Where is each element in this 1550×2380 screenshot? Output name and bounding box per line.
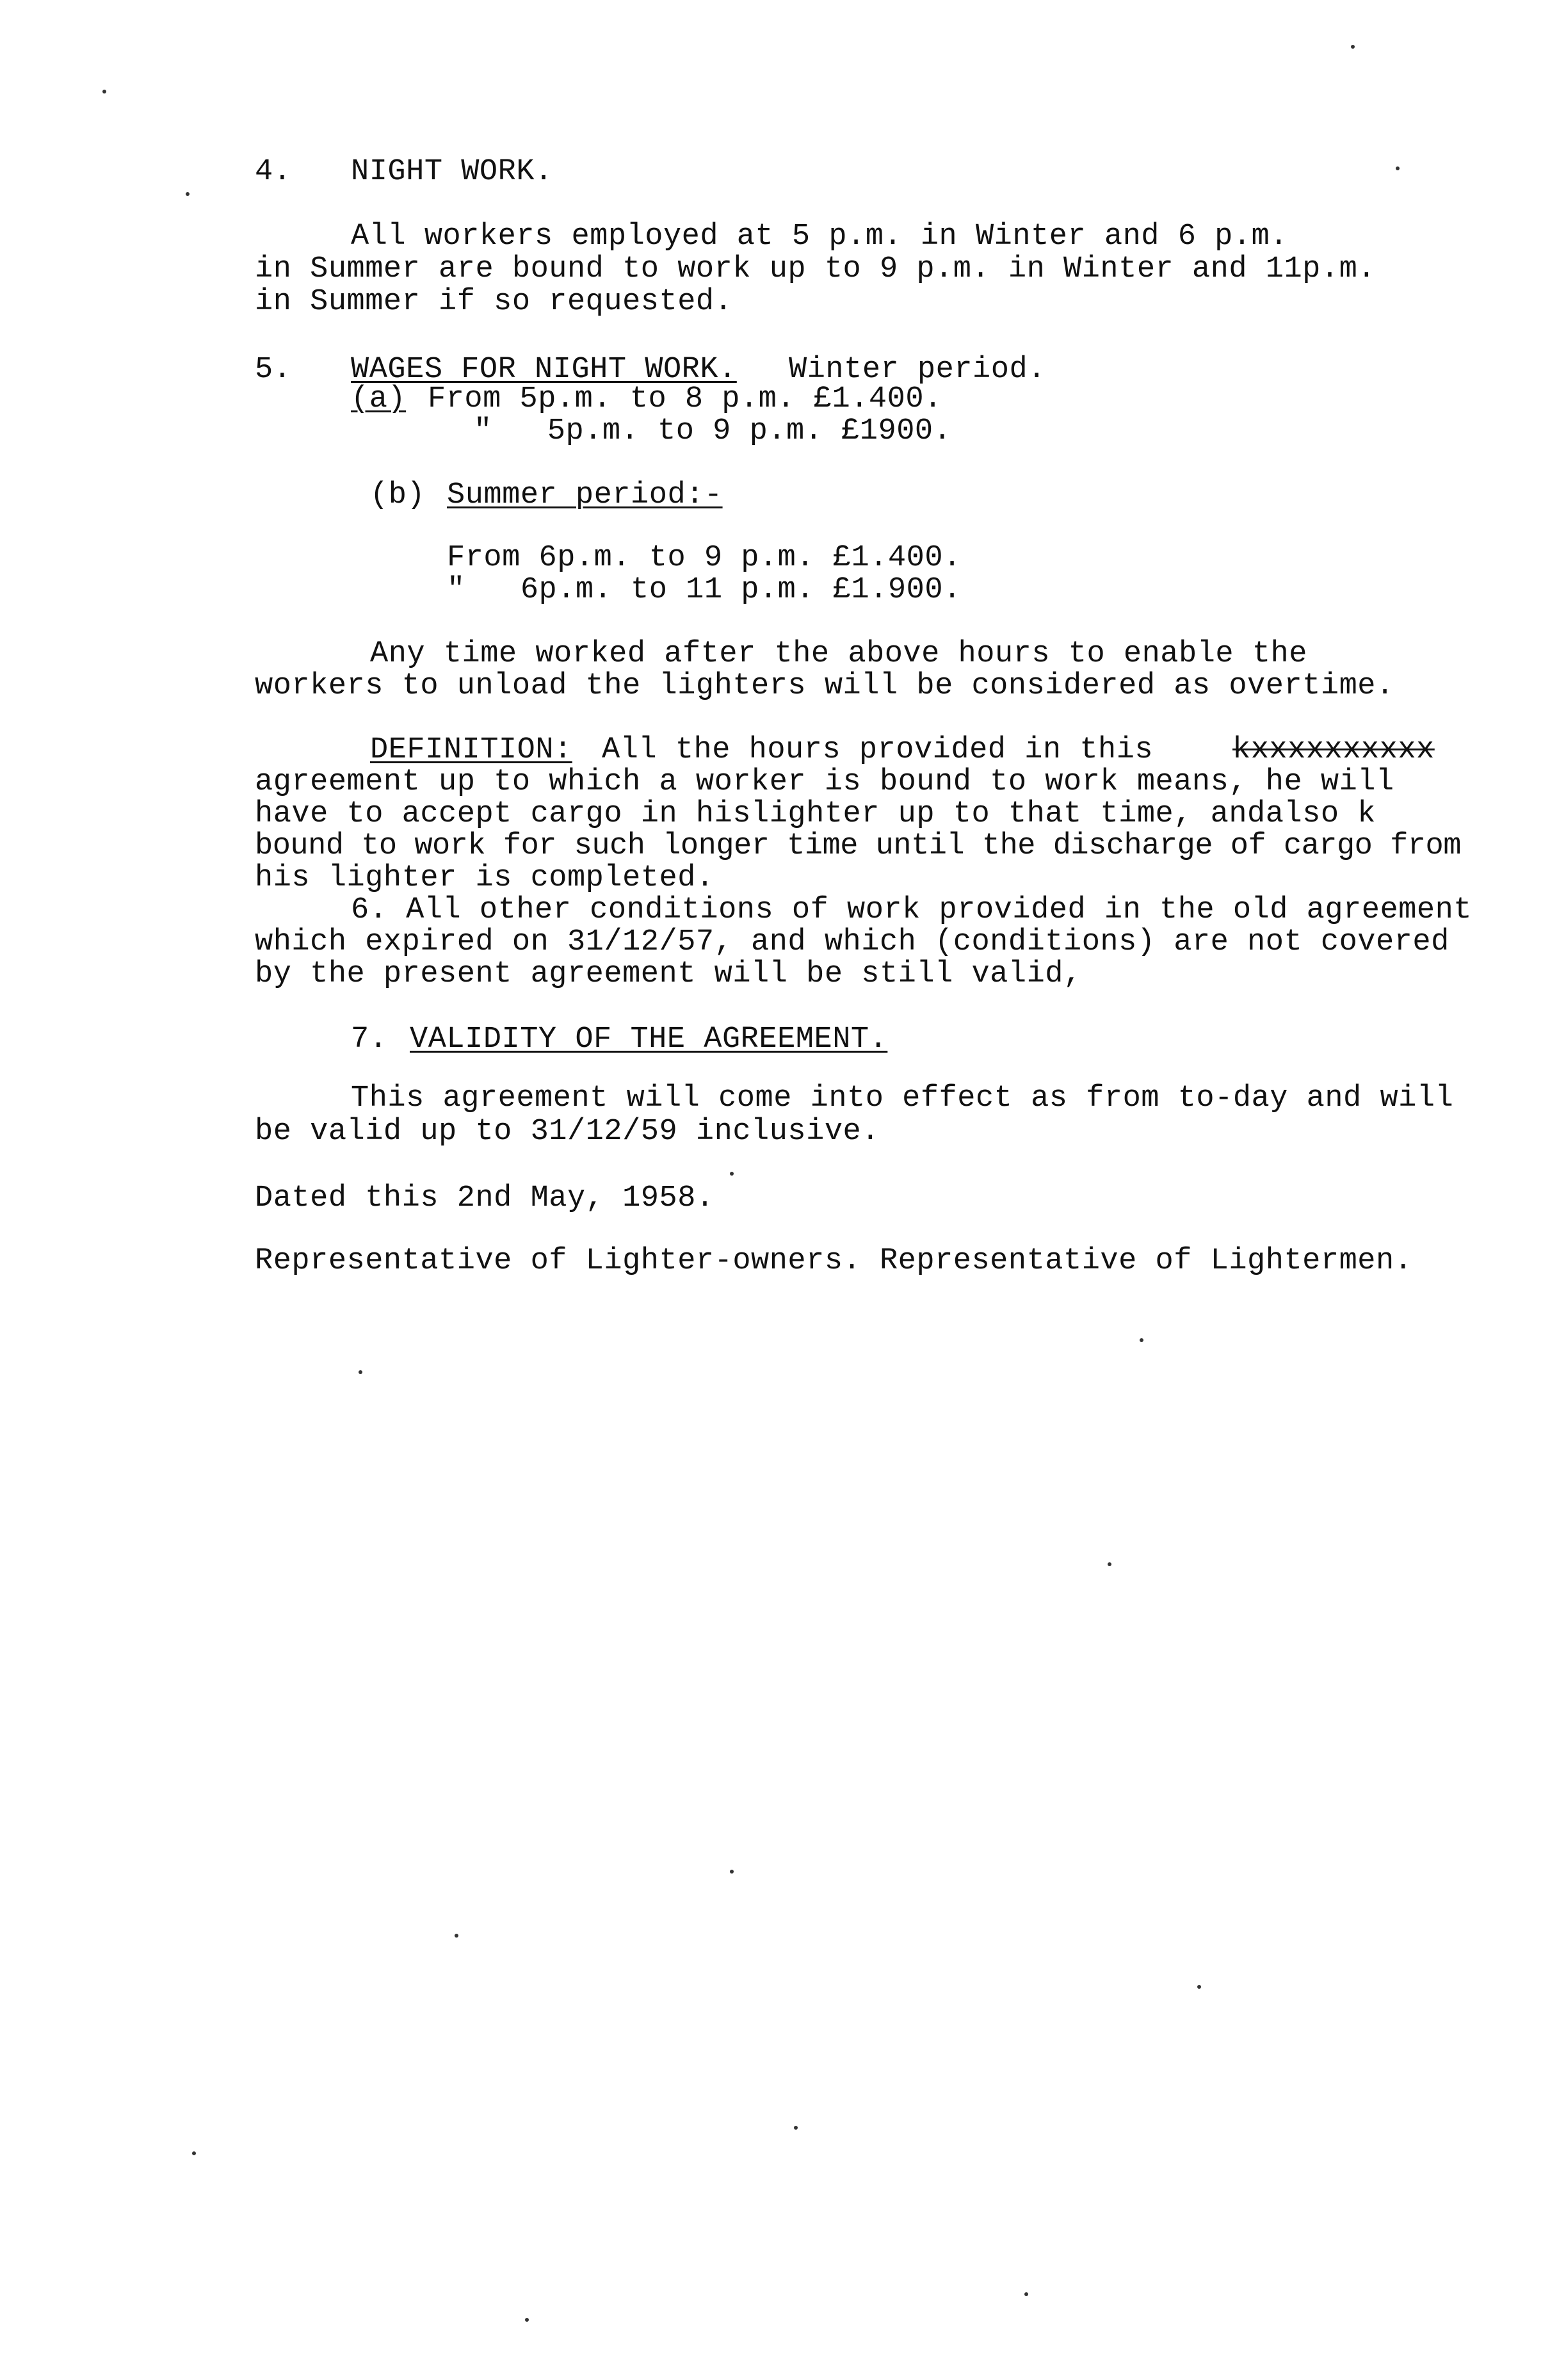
- scan-speck: [730, 1172, 734, 1176]
- section-4-line-1: All workers employed at 5 p.m. in Winter and 6 p.m.: [351, 220, 1288, 254]
- section-7-heading: VALIDITY OF THE AGREEMENT.: [410, 1023, 888, 1056]
- scan-speck: [192, 2151, 196, 2155]
- section-7-line-1: This agreement will come into effect as from to-day and will: [351, 1081, 1454, 1115]
- scan-speck: [525, 2318, 529, 2322]
- definition-line-1: agreement up to which a worker is bound to work means, he will: [255, 765, 1394, 799]
- section-4-line-2: in Summer are bound to work up to 9 p.m. in Winter and 11p.m.: [255, 252, 1376, 286]
- definition-first-line: All the hours provided in this: [602, 733, 1154, 767]
- section-7-line-2: be valid up to 31/12/59 inclusive.: [255, 1115, 880, 1149]
- scan-speck: [1140, 1338, 1143, 1342]
- section-5-number: 5.: [255, 353, 292, 387]
- section-7-number: 7.: [351, 1023, 388, 1056]
- summer-rate-line-2: " 6p.m. to 11 p.m. £1.900.: [447, 573, 962, 607]
- winter-period-label: Winter period.: [789, 353, 1046, 387]
- winter-rate-line-a: From 5p.m. to 8 p.m. £1.400.: [428, 382, 942, 416]
- section-6-line-1: 6. All other conditions of work provided in the old agreement: [351, 893, 1472, 927]
- section-4-line-3: in Summer if so requested.: [255, 285, 733, 319]
- scan-speck: [1197, 1985, 1201, 1989]
- overtime-line-2: workers to unload the lighters will be considered as overtime.: [255, 669, 1394, 703]
- section-6-line-2: which expired on 31/12/57, and which (conditions) are not covered: [255, 925, 1449, 959]
- definition-line-2: have to accept cargo in hislighter up to that time, andalso k: [255, 797, 1376, 831]
- section-4-number: 4.: [255, 155, 292, 189]
- signature-line: Representative of Lighter-owners. Representative of Lightermen.: [255, 1244, 1413, 1278]
- scan-speck: [359, 1370, 362, 1374]
- scan-speck: [186, 192, 190, 196]
- scan-speck: [102, 90, 106, 93]
- winter-a-marker: (a): [351, 382, 407, 416]
- definition-line-4: his lighter is completed.: [255, 861, 714, 895]
- section-4-heading: NIGHT WORK.: [351, 155, 553, 189]
- scan-speck: [1024, 2292, 1028, 2296]
- scan-speck: [455, 1934, 458, 1938]
- scan-speck: [1396, 166, 1400, 170]
- scan-speck: [794, 2126, 798, 2130]
- summer-rate-line-1: From 6p.m. to 9 p.m. £1.400.: [447, 541, 962, 575]
- definition-label: DEFINITION:: [370, 733, 572, 767]
- section-6-line-3: by the present agreement will be still valid,: [255, 957, 1082, 991]
- definition-line-3: bound to work for such longer time until the discharge of cargo from: [255, 829, 1461, 863]
- winter-rate-line-b: " 5p.m. to 9 p.m. £1900.: [474, 414, 952, 448]
- definition-struck-text: kxxxxxxxxxx: [1232, 733, 1435, 767]
- summer-marker: (b): [370, 478, 426, 512]
- dated-line: Dated this 2nd May, 1958.: [255, 1181, 714, 1215]
- overtime-line-1: Any time worked after the above hours to enable the: [370, 637, 1307, 671]
- section-5-heading: WAGES FOR NIGHT WORK.: [351, 353, 737, 387]
- summer-period-label: Summer period:-: [447, 478, 723, 512]
- scan-speck: [1351, 45, 1355, 49]
- scan-speck: [730, 1870, 734, 1874]
- scan-speck: [1108, 1562, 1111, 1566]
